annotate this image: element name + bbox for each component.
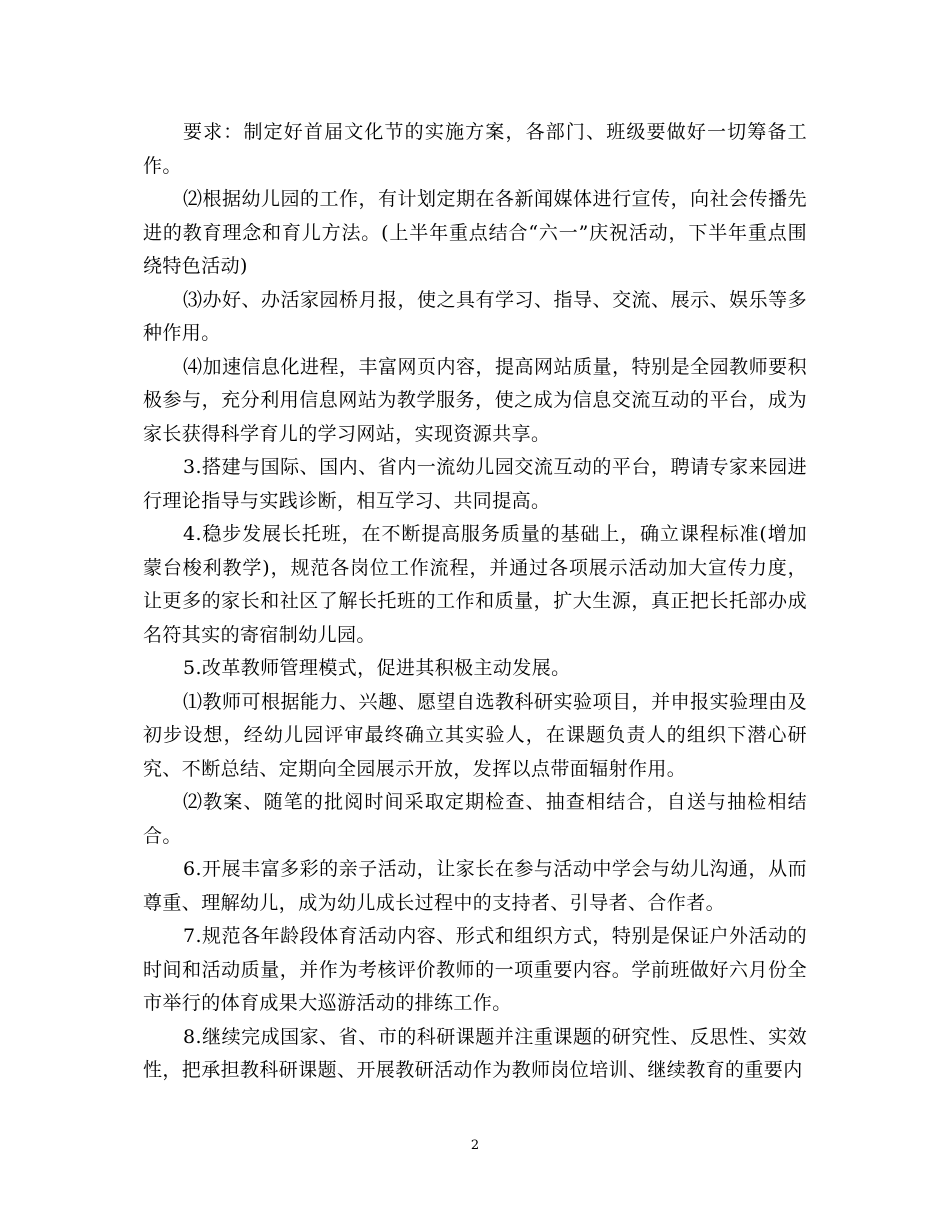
paragraph-culture-festival-requirement: 要求：制定好首届文化节的实施方案，各部门、班级要做好一切筹备工作。 xyxy=(143,121,807,177)
paragraph-long-care-class: 4.稳步发展长托班，在不断提高服务质量的基础上，确立课程标准(增加蒙台梭利教学)，规范各岗位工作流程，并通过各项展示活动加大宣传力度，让更多的家长和社区了解长托班的工作和质量，扩大生源，真正把长托部办成名符其实的寄宿制幼儿园。 xyxy=(143,523,807,646)
paragraph-sports-activities: 7.规范各年龄段体育活动内容、形式和组织方式，特别是保证户外活动的时间和活动质量，并作为考核评价教师的一项重要内容。学前班做好六月份全市举行的体育成果大巡游活动的排练工作。 xyxy=(143,925,807,1014)
page-number: 2 xyxy=(470,1138,480,1153)
paragraph-teacher-management: 5.改革教师管理模式，促进其积极主动发展。 xyxy=(183,657,571,679)
document-body xyxy=(143,116,807,1088)
paragraph-research-topics: 8.继续完成国家、省、市的科研课题并注重课题的研究性、反思性、实效性，把承担教科研课题、开展教研活动作为教师岗位培训、继续教育的重要内 xyxy=(143,1025,807,1081)
paragraph-monthly-newsletter: ⑶办好、办活家园桥月报，使之具有学习、指导、交流、展示、娱乐等多种作用。 xyxy=(143,288,807,344)
paragraph-research-projects: ⑴教师可根据能力、兴趣、愿望自选教科研实验项目，并申报实验理由及初步设想，经幼儿园评审最终确立其实验人，在课题负责人的组织下潜心研究、不断总结、定期向全园展示开放，发挥以点带面辐射作用。 xyxy=(143,690,807,780)
paragraph-lesson-plan-review: ⑵教案、随笔的批阅时间采取定期检查、抽查相结合，自送与抽检相结合。 xyxy=(143,791,807,847)
paragraph-informatization: ⑷加速信息化进程，丰富网页内容，提高网站质量，特别是全园教师要积极参与，充分利用信息网站为教学服务，使之成为信息交流互动的平台，成为家长获得科学育儿的学习网站，实现资源共享。 xyxy=(143,355,807,445)
paragraph-media-publicity: ⑵根据幼儿园的工作，有计划定期在各新闻媒体进行宣传，向社会传播先进的教育理念和育儿方法。(上半年重点结合“六一”庆祝活动，下半年重点围绕特色活动) xyxy=(143,188,807,277)
paragraph-parent-child-activities: 6.开展丰富多彩的亲子活动，让家长在参与活动中学会与幼儿沟通，从而尊重、理解幼儿，成为幼儿成长过程中的支持者、引导者、合作者。 xyxy=(143,858,807,914)
paragraph-exchange-platform: 3.搭建与国际、国内、省内一流幼儿园交流互动的平台，聘请专家来园进行理论指导与实践诊断，相互学习、共同提高。 xyxy=(143,456,807,512)
